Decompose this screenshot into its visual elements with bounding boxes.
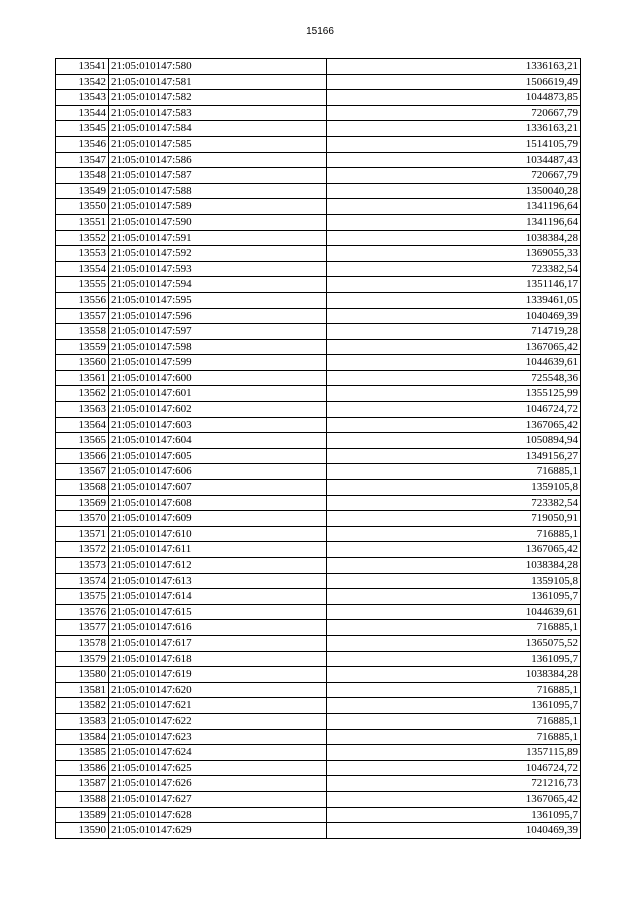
cadastral-number-cell: 21:05:010147:593 [109, 261, 327, 277]
table-row [56, 199, 581, 215]
cadastral-number-cell: 21:05:010147:585 [109, 136, 327, 152]
row-number-cell: 13579 [56, 651, 109, 667]
cadastral-number-cell: 21:05:010147:591 [109, 230, 327, 246]
table-row [56, 573, 581, 589]
value-cell: 714719,28 [327, 324, 581, 340]
value-cell: 1044639,61 [327, 355, 581, 371]
table-row [56, 121, 581, 137]
value-cell: 716885,1 [327, 729, 581, 745]
row-number-cell: 13543 [56, 90, 109, 106]
row-number-cell: 13562 [56, 386, 109, 402]
cadastral-number-cell: 21:05:010147:608 [109, 495, 327, 511]
cadastral-number-cell: 21:05:010147:588 [109, 183, 327, 199]
table-row [56, 729, 581, 745]
table-row [56, 214, 581, 230]
cadastral-number-cell: 21:05:010147:612 [109, 558, 327, 574]
value-cell: 1365075,52 [327, 635, 581, 651]
cadastral-number-cell: 21:05:010147:605 [109, 448, 327, 464]
cadastral-number-cell: 21:05:010147:598 [109, 339, 327, 355]
row-number-cell: 13586 [56, 760, 109, 776]
table-row [56, 261, 581, 277]
cadastral-number-cell: 21:05:010147:618 [109, 651, 327, 667]
row-number-cell: 13572 [56, 542, 109, 558]
row-number-cell: 13577 [56, 620, 109, 636]
value-cell: 1361095,7 [327, 698, 581, 714]
row-number-cell: 13584 [56, 729, 109, 745]
cadastral-number-cell: 21:05:010147:624 [109, 745, 327, 761]
table-row [56, 433, 581, 449]
table-row [56, 760, 581, 776]
table-row [56, 417, 581, 433]
row-number-cell: 13588 [56, 791, 109, 807]
row-number-cell: 13574 [56, 573, 109, 589]
row-number-cell: 13569 [56, 495, 109, 511]
row-number-cell: 13554 [56, 261, 109, 277]
value-cell: 716885,1 [327, 526, 581, 542]
table-row [56, 292, 581, 308]
cadastral-number-cell: 21:05:010147:595 [109, 292, 327, 308]
table-row [56, 604, 581, 620]
table-row [56, 511, 581, 527]
row-number-cell: 13560 [56, 355, 109, 371]
value-cell: 1349156,27 [327, 448, 581, 464]
table-row [56, 339, 581, 355]
cadastral-number-cell: 21:05:010147:601 [109, 386, 327, 402]
row-number-cell: 13573 [56, 558, 109, 574]
table-row [56, 136, 581, 152]
row-number-cell: 13542 [56, 74, 109, 90]
value-cell: 1350040,28 [327, 183, 581, 199]
cadastral-number-cell: 21:05:010147:581 [109, 74, 327, 90]
row-number-cell: 13551 [56, 214, 109, 230]
row-number-cell: 13590 [56, 823, 109, 839]
value-cell: 1355125,99 [327, 386, 581, 402]
table-row [56, 386, 581, 402]
table-row [56, 448, 581, 464]
row-number-cell: 13576 [56, 604, 109, 620]
table-row [56, 59, 581, 75]
value-cell: 723382,54 [327, 495, 581, 511]
cadastral-number-cell: 21:05:010147:590 [109, 214, 327, 230]
value-cell: 1359105,8 [327, 480, 581, 496]
cadastral-number-cell: 21:05:010147:614 [109, 589, 327, 605]
value-cell: 1367065,42 [327, 791, 581, 807]
cadastral-number-cell: 21:05:010147:616 [109, 620, 327, 636]
table-row [56, 589, 581, 605]
cadastral-number-cell: 21:05:010147:626 [109, 776, 327, 792]
value-cell: 1040469,39 [327, 308, 581, 324]
table-row [56, 355, 581, 371]
cadastral-number-cell: 21:05:010147:628 [109, 807, 327, 823]
table-row [56, 230, 581, 246]
cadastral-number-cell: 21:05:010147:586 [109, 152, 327, 168]
row-number-cell: 13582 [56, 698, 109, 714]
value-cell: 1361095,7 [327, 807, 581, 823]
table-row [56, 324, 581, 340]
row-number-cell: 13558 [56, 324, 109, 340]
value-cell: 1361095,7 [327, 651, 581, 667]
table-row [56, 105, 581, 121]
cadastral-number-cell: 21:05:010147:619 [109, 667, 327, 683]
cadastral-number-cell: 21:05:010147:589 [109, 199, 327, 215]
value-cell: 1044873,85 [327, 90, 581, 106]
cadastral-number-cell: 21:05:010147:615 [109, 604, 327, 620]
row-number-cell: 13589 [56, 807, 109, 823]
cadastral-number-cell: 21:05:010147:623 [109, 729, 327, 745]
value-cell: 1336163,21 [327, 121, 581, 137]
row-number-cell: 13556 [56, 292, 109, 308]
value-cell: 716885,1 [327, 464, 581, 480]
cadastral-number-cell: 21:05:010147:604 [109, 433, 327, 449]
cadastral-number-cell: 21:05:010147:583 [109, 105, 327, 121]
cadastral-number-cell: 21:05:010147:603 [109, 417, 327, 433]
table-row [56, 698, 581, 714]
value-cell: 1339461,05 [327, 292, 581, 308]
table-row [56, 464, 581, 480]
value-cell: 1514105,79 [327, 136, 581, 152]
cadastral-number-cell: 21:05:010147:580 [109, 59, 327, 75]
table-row [56, 168, 581, 184]
value-cell: 1359105,8 [327, 573, 581, 589]
row-number-cell: 13567 [56, 464, 109, 480]
value-cell: 1038384,28 [327, 667, 581, 683]
table-row [56, 651, 581, 667]
table-row [56, 807, 581, 823]
value-cell: 1038384,28 [327, 230, 581, 246]
value-cell: 1367065,42 [327, 339, 581, 355]
table-row [56, 713, 581, 729]
cadastral-number-cell: 21:05:010147:625 [109, 760, 327, 776]
table-row [56, 277, 581, 293]
row-number-cell: 13550 [56, 199, 109, 215]
row-number-cell: 13583 [56, 713, 109, 729]
cadastral-number-cell: 21:05:010147:629 [109, 823, 327, 839]
table-row [56, 635, 581, 651]
row-number-cell: 13552 [56, 230, 109, 246]
value-cell: 1034487,43 [327, 152, 581, 168]
row-number-cell: 13571 [56, 526, 109, 542]
table-row [56, 90, 581, 106]
cadastral-number-cell: 21:05:010147:607 [109, 480, 327, 496]
cadastral-number-cell: 21:05:010147:587 [109, 168, 327, 184]
cadastral-number-cell: 21:05:010147:620 [109, 682, 327, 698]
value-cell: 1044639,61 [327, 604, 581, 620]
table-row [56, 526, 581, 542]
value-cell: 1351146,17 [327, 277, 581, 293]
value-cell: 1367065,42 [327, 417, 581, 433]
value-cell: 720667,79 [327, 105, 581, 121]
value-cell: 1361095,7 [327, 589, 581, 605]
row-number-cell: 13553 [56, 246, 109, 262]
cadastral-number-cell: 21:05:010147:609 [109, 511, 327, 527]
cadastral-number-cell: 21:05:010147:621 [109, 698, 327, 714]
table-row [56, 402, 581, 418]
row-number-cell: 13581 [56, 682, 109, 698]
cadastral-number-cell: 21:05:010147:617 [109, 635, 327, 651]
table-row [56, 308, 581, 324]
value-cell: 1038384,28 [327, 558, 581, 574]
table-row [56, 183, 581, 199]
table-row [56, 246, 581, 262]
row-number-cell: 13580 [56, 667, 109, 683]
row-number-cell: 13559 [56, 339, 109, 355]
cadastral-number-cell: 21:05:010147:599 [109, 355, 327, 371]
row-number-cell: 13587 [56, 776, 109, 792]
value-cell: 1040469,39 [327, 823, 581, 839]
row-number-cell: 13565 [56, 433, 109, 449]
cadastral-number-cell: 21:05:010147:597 [109, 324, 327, 340]
cadastral-number-cell: 21:05:010147:627 [109, 791, 327, 807]
cadastral-number-cell: 21:05:010147:622 [109, 713, 327, 729]
value-cell: 1046724,72 [327, 402, 581, 418]
value-cell: 1336163,21 [327, 59, 581, 75]
value-cell: 725548,36 [327, 370, 581, 386]
value-cell: 1367065,42 [327, 542, 581, 558]
cadastral-number-cell: 21:05:010147:600 [109, 370, 327, 386]
table-row [56, 480, 581, 496]
table-row [56, 682, 581, 698]
row-number-cell: 13570 [56, 511, 109, 527]
value-cell: 716885,1 [327, 682, 581, 698]
table-row [56, 791, 581, 807]
cadastral-number-cell: 21:05:010147:584 [109, 121, 327, 137]
table-row [56, 74, 581, 90]
row-number-cell: 13544 [56, 105, 109, 121]
cadastral-number-cell: 21:05:010147:610 [109, 526, 327, 542]
row-number-cell: 13548 [56, 168, 109, 184]
value-cell: 723382,54 [327, 261, 581, 277]
page-number: 15166 [306, 26, 334, 37]
table-row [56, 370, 581, 386]
table-row [56, 152, 581, 168]
value-cell: 721216,73 [327, 776, 581, 792]
row-number-cell: 13585 [56, 745, 109, 761]
row-number-cell: 13545 [56, 121, 109, 137]
value-cell: 720667,79 [327, 168, 581, 184]
row-number-cell: 13549 [56, 183, 109, 199]
row-number-cell: 13547 [56, 152, 109, 168]
table-row [56, 542, 581, 558]
value-cell: 716885,1 [327, 713, 581, 729]
cadastral-number-cell: 21:05:010147:611 [109, 542, 327, 558]
table-row [56, 745, 581, 761]
row-number-cell: 13561 [56, 370, 109, 386]
value-cell: 1046724,72 [327, 760, 581, 776]
row-number-cell: 13566 [56, 448, 109, 464]
row-number-cell: 13568 [56, 480, 109, 496]
cadastral-number-cell: 21:05:010147:613 [109, 573, 327, 589]
cadastral-number-cell: 21:05:010147:602 [109, 402, 327, 418]
value-cell: 1341196,64 [327, 214, 581, 230]
table-row [56, 620, 581, 636]
table-row [56, 776, 581, 792]
table-row [56, 667, 581, 683]
value-cell: 1357115,89 [327, 745, 581, 761]
cadastral-number-cell: 21:05:010147:606 [109, 464, 327, 480]
row-number-cell: 13541 [56, 59, 109, 75]
row-number-cell: 13575 [56, 589, 109, 605]
value-cell: 1506619,49 [327, 74, 581, 90]
cadastral-number-cell: 21:05:010147:594 [109, 277, 327, 293]
table-row [56, 558, 581, 574]
cadastral-table [55, 58, 581, 839]
value-cell: 716885,1 [327, 620, 581, 636]
value-cell: 1369055,33 [327, 246, 581, 262]
table-row [56, 495, 581, 511]
row-number-cell: 13564 [56, 417, 109, 433]
row-number-cell: 13546 [56, 136, 109, 152]
value-cell: 1050894,94 [327, 433, 581, 449]
row-number-cell: 13557 [56, 308, 109, 324]
value-cell: 719050,91 [327, 511, 581, 527]
row-number-cell: 13563 [56, 402, 109, 418]
row-number-cell: 13555 [56, 277, 109, 293]
row-number-cell: 13578 [56, 635, 109, 651]
cadastral-number-cell: 21:05:010147:596 [109, 308, 327, 324]
cadastral-number-cell: 21:05:010147:592 [109, 246, 327, 262]
table-body [56, 59, 581, 839]
value-cell: 1341196,64 [327, 199, 581, 215]
table-row [56, 823, 581, 839]
cadastral-number-cell: 21:05:010147:582 [109, 90, 327, 106]
